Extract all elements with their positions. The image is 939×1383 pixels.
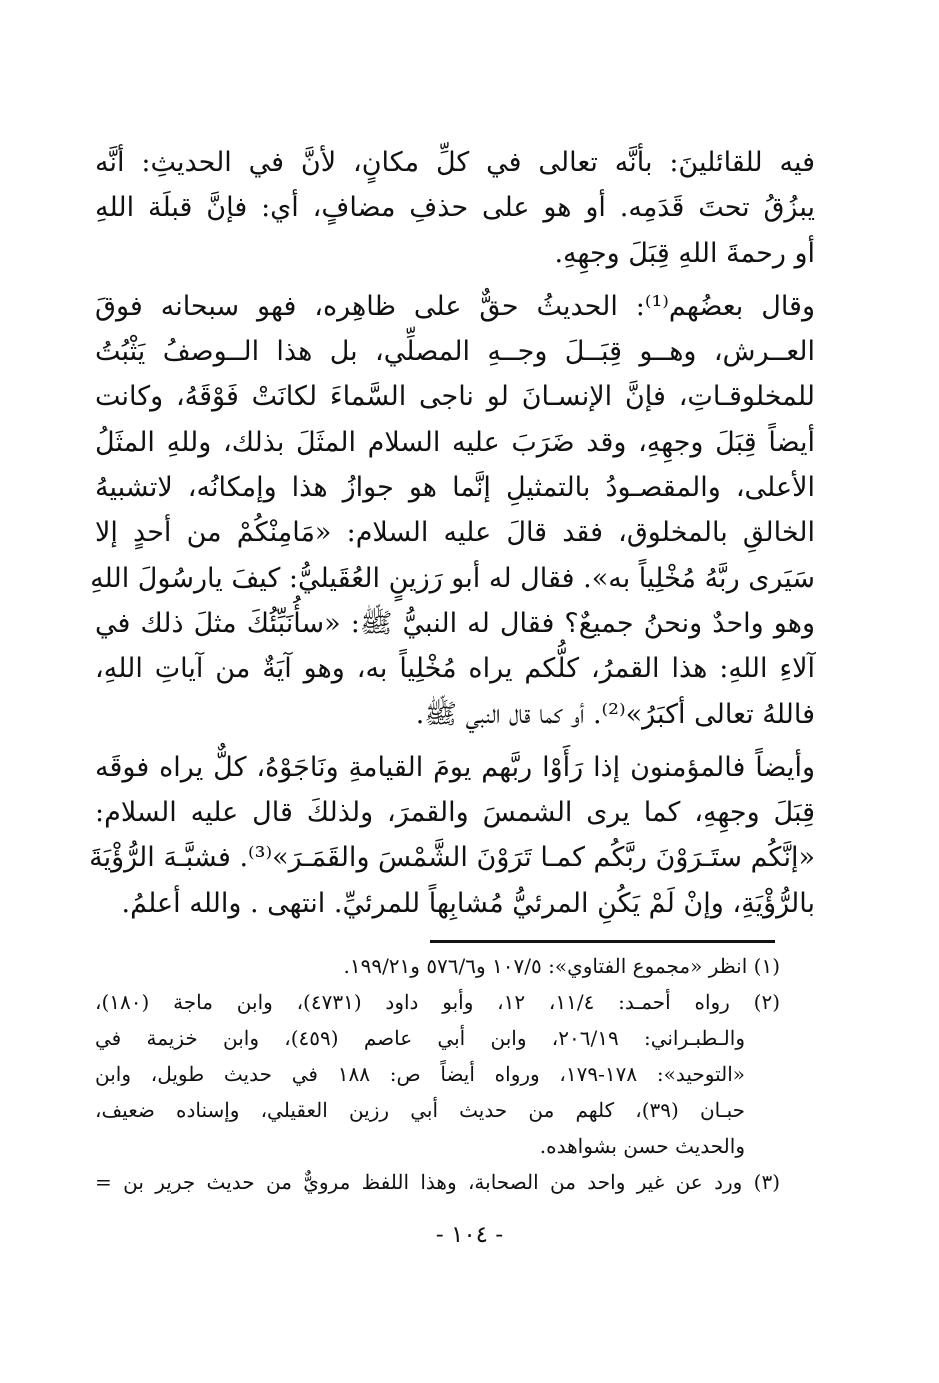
footnote-3 [95, 1164, 780, 1200]
text-line: أيضاً قِبَلَ وجهِهِ، وقد ضَرَبَ عليه السلام المثَلَ بذلك، وللهِ المثَلُ [95, 426, 815, 458]
paragraph-gap [95, 737, 815, 745]
footnote-line: «التوحيد»: ١٧٨-١٧٩، ورواه أيضاً ص: ١٨٨ في حديث طويل، وابن [95, 1062, 745, 1086]
footnotes [95, 948, 780, 1200]
footnote-line: والحديث حسن بشواهده. [539, 1134, 745, 1158]
text-line: الأعلى، والمقصـودُ بالتمثيلِ إنَّما هو جوازُ هذا وإمكانُه، لاتشبيهُ [95, 472, 815, 504]
footnote-line: (١) انظر «مجموع الفتاوي»: ١٠٧/٥ و٥٧٦/٦ و١٩٩/٢١. [343, 954, 780, 978]
footnote-2 [95, 984, 780, 1164]
text-line: للمخلوقـاتِ، فإنَّ الإنسـانَ لو ناجى السَّماءَ لكانَتْ فَوْقَهُ، وكانت [95, 381, 815, 413]
text-line: الخالقِ بالمخلوق، فقد قالَ عليه السلام: «مَامِنْكُمْ من أحدٍ إلا [95, 517, 815, 549]
text-line: فيه للقائلينَ: بأنَّه تعالى في كلِّ مكانٍ، لأنَّ في الحديثِ: أنَّه [95, 147, 815, 178]
text-line: آلاءِ اللهِ: هذا القمرُ، كلُّكم يراه مُخْلِياً به، وهو آيَةٌ من آياتِ اللهِ، [95, 653, 815, 685]
paragraph-2 [90, 284, 815, 737]
paragraph-gap [95, 276, 815, 284]
footnote-line: (٣) ورد عن غير واحد من الصحابة، وهذا اللفظ مرويٌّ من حديث جرير بن = [95, 1170, 781, 1194]
footnote-line: (٢) رواه أحمـد: ١١/٤، ١٢، وأبو داود (٤٧٣١)، وابن ماجة (١٨٠)، [95, 990, 780, 1014]
text-line: وقال بعضُهم⁽¹⁾: الحديثُ حقٌّ على ظاهِره، فهو سبحانه فوقَ [95, 290, 815, 322]
footnote-line: حبـان (٣٩)، كلهم من حديث أبي رزين العقيلي، وإسناده ضعيف، [95, 1098, 746, 1122]
text-line: بالرُّؤْيَةِ، وإنْ لَمْ يَكُنِ المرئيُّ مُشابِهاً للمرئيِّ. انتهى . والله أعلمُ. [121, 887, 815, 919]
text-line: وأيضاً فالمؤمنون إذا رَأَوْا ربَّهم يومَ القيامةِ ونَاجَوْهُ، كلٌّ يراه فوقَه [95, 751, 815, 783]
main-text [89, 140, 815, 926]
footnote-line: والـطبـراني: ٢٠٦/١٩، وابن أبي عاصم (٤٥٩)، وابن خزيمة في [95, 1026, 745, 1050]
paragraph-3 [89, 745, 815, 926]
paragraph-1 [95, 140, 815, 276]
text-line: وهو واحدٌ ونحنُ جميعٌ؟ فقال له النبيُّ ﷺ: «سأُنَبِّئُكَ مثلَ ذلك في [95, 607, 815, 639]
text-line: يبزُقُ تحتَ قَدَمِه. أو هو على حذفِ مضافٍ، أي: فإنَّ قبلَة اللهِ [95, 192, 815, 224]
text-line: سَيَرى ربَّهُ مُخْلِياً به». فقال له أبو رَزينٍ العُقَيليُّ: كيفَ يارسُولَ اللهِ [90, 562, 815, 594]
text-line: فاللهُ تعالى أكبَرُ»⁽²⁾. أو كما قال النبي ﷺ. [415, 698, 815, 730]
text-line: العــرش، وهــو قِبَــلَ وجــهِ المصلِّي، بل هذا الــوصفُ يَثْبُتُ [95, 336, 815, 368]
footnote-1 [95, 948, 780, 984]
page-number: - ١٠٤ - [435, 1222, 504, 1248]
text-line: «إنَّكُم ستَـرَوْنَ ربَّكُم كمـا تَرَوْنَ الشَّمْسَ والقَمَـرَ»⁽³⁾. فشبَّـهَ الرُّؤْيَةَ [89, 842, 815, 874]
text-line: أو رحمةَ اللهِ قِبَلَ وجهِهِ. [554, 237, 815, 269]
text-line: قِبَلَ وجهِهِ، كما يرى الشمسَ والقمرَ، ولذلكَ قال عليه السلام: [95, 797, 815, 829]
footnote-divider [430, 940, 775, 943]
